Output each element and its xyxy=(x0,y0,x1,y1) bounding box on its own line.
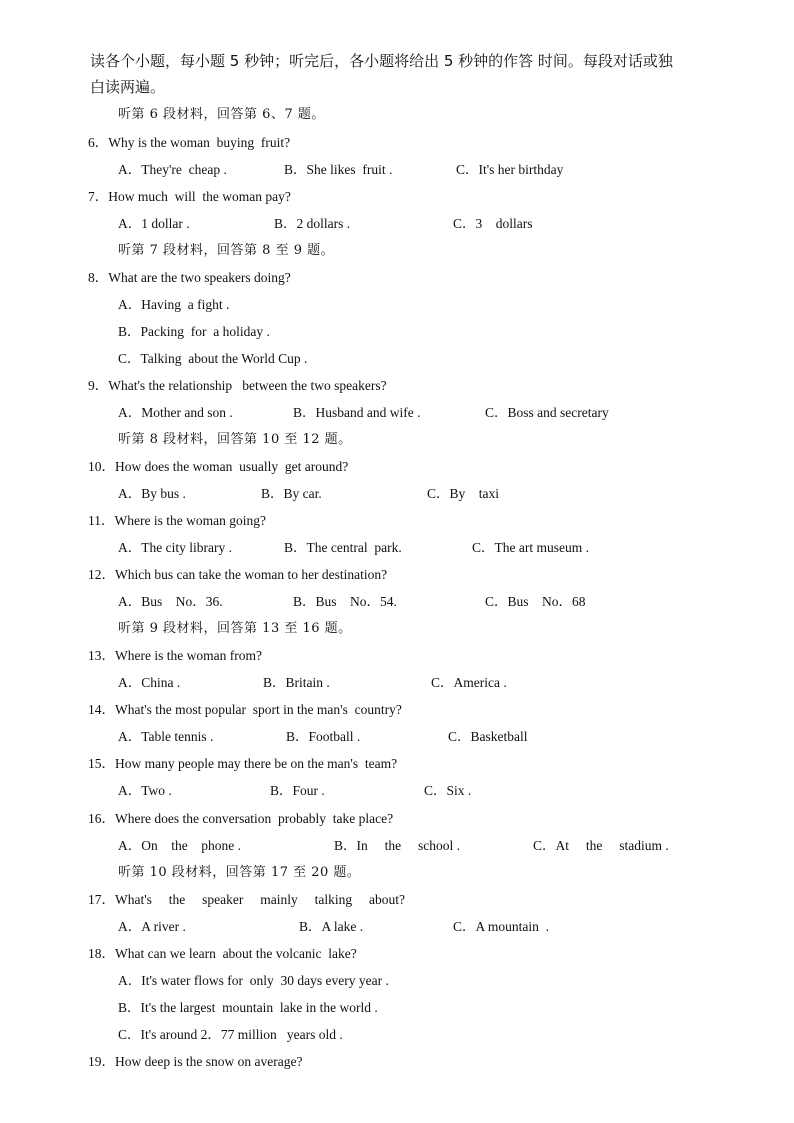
q6-option-c: C．It's her birthday xyxy=(456,162,564,177)
q10-option-c: C．By taxi xyxy=(427,486,500,501)
q14-option-c: C．Basketball xyxy=(448,729,528,744)
q12-option-a: A．Bus No．36. xyxy=(118,594,223,609)
section-heading-8: 听第 8 段材料，回答第 10 至 12 题。 xyxy=(118,432,352,447)
q9-option-b: B．Husband and wife . xyxy=(293,405,421,420)
question-14: 14．What's the most popular sport in the man's country? xyxy=(88,702,402,717)
q7-option-a: A．1 dollar . xyxy=(118,216,190,231)
q10-option-b: B．By car. xyxy=(261,486,322,501)
q13-option-c: C．America . xyxy=(431,675,507,690)
q12-option-c: C．Bus No．68 xyxy=(485,594,586,609)
q17-option-a: A．A river . xyxy=(118,919,186,934)
q7-option-c: C．3 dollars xyxy=(453,216,533,231)
question-15: 15．How many people may there be on the man's team? xyxy=(88,756,398,771)
q8-option-a: A．Having a fight . xyxy=(118,297,230,312)
question-9: 9．What's the relationship between the two speakers? xyxy=(88,378,387,393)
q16-option-a: A．On the phone . xyxy=(118,838,241,853)
q18-option-b: B．It's the largest mountain lake in the world . xyxy=(118,1000,378,1015)
q13-option-b: B．Britain . xyxy=(263,675,330,690)
q18-option-a: A．It's water flows for only 30 days every year . xyxy=(118,973,389,988)
question-19: 19．How deep is the snow on average? xyxy=(88,1054,303,1069)
q16-option-b: B．In the school . xyxy=(334,838,460,853)
section-heading-10: 听第 10 段材料，回答第 17 至 20 题。 xyxy=(118,865,361,880)
q16-option-c: C．At the stadium . xyxy=(533,838,669,853)
q15-option-b: B．Four . xyxy=(270,783,325,798)
section-heading-9: 听第 9 段材料，回答第 13 至 16 题。 xyxy=(118,621,352,636)
section-heading-7: 听第 7 段材料，回答第 8 至 9 题。 xyxy=(118,243,335,258)
q11-option-c: C．The art museum . xyxy=(472,540,589,555)
question-18: 18．What can we learn about the volcanic lake? xyxy=(88,946,357,961)
question-16: 16．Where does the conversation probably take place? xyxy=(88,811,394,826)
instructions-line-2: 白读两遍。 xyxy=(90,78,166,96)
question-8: 8．What are the two speakers doing? xyxy=(88,270,291,285)
question-10: 10．How does the woman usually get around? xyxy=(88,459,349,474)
q17-option-b: B．A lake . xyxy=(299,919,364,934)
question-11: 11．Where is the woman going? xyxy=(88,513,266,528)
q6-option-b: B．She likes fruit . xyxy=(284,162,393,177)
q13-option-a: A．China . xyxy=(118,675,181,690)
q10-option-a: A．By bus . xyxy=(118,486,186,501)
q12-option-b: B．Bus No．54. xyxy=(293,594,397,609)
q8-option-b: B．Packing for a holiday . xyxy=(118,324,270,339)
q15-option-c: C．Six . xyxy=(424,783,472,798)
question-6: 6．Why is the woman buying fruit? xyxy=(88,135,291,150)
section-heading-6: 听第 6 段材料，回答第 6、7 题。 xyxy=(118,107,325,122)
question-12: 12．Which bus can take the woman to her destination? xyxy=(88,567,388,582)
q9-option-c: C．Boss and secretary xyxy=(485,405,609,420)
q8-option-c: C．Talking about the World Cup . xyxy=(118,351,308,366)
q6-option-a: A．They're cheap . xyxy=(118,162,227,177)
q14-option-a: A．Table tennis . xyxy=(118,729,214,744)
q9-option-a: A．Mother and son . xyxy=(118,405,233,420)
question-7: 7．How much will the woman pay? xyxy=(88,189,291,204)
q11-option-a: A．The city library . xyxy=(118,540,232,555)
q7-option-b: B．2 dollars . xyxy=(274,216,351,231)
q17-option-c: C．A mountain . xyxy=(453,919,550,934)
q14-option-b: B．Football . xyxy=(286,729,361,744)
q15-option-a: A．Two . xyxy=(118,783,172,798)
question-17: 17．What's the speaker mainly talking about? xyxy=(88,892,405,907)
question-13: 13．Where is the woman from? xyxy=(88,648,262,663)
q18-option-c: C．It's around 2．77 million years old . xyxy=(118,1027,343,1042)
q11-option-b: B．The central park. xyxy=(284,540,402,555)
instructions-line-1: 读各个小题，每小题 5 秒钟；听完后，各小题将给出 5 秒钟的作答 时间。每段对话或独 xyxy=(90,52,673,70)
